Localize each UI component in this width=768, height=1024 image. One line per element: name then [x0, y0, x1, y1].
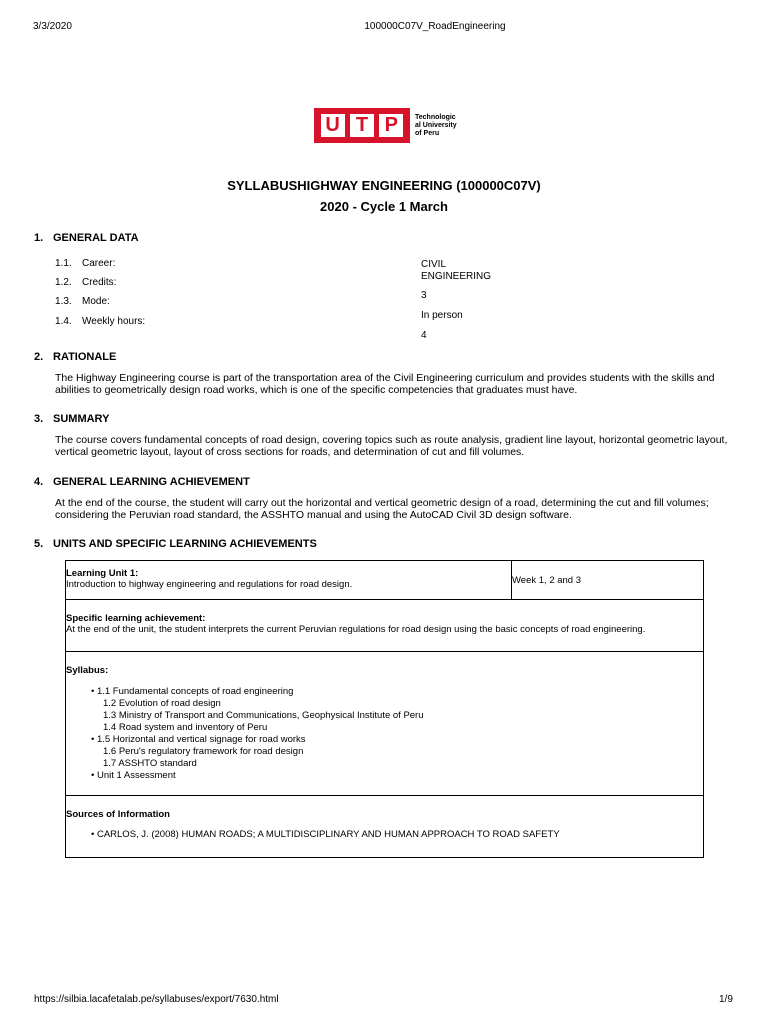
document-subtitle: 2020 - Cycle 1 March	[320, 199, 448, 214]
weekly-hours-value: 4	[421, 330, 427, 340]
section-rationale-heading	[34, 351, 116, 363]
achievement-text: At the end of the course, the student will carry out the horizontal and vertical geometric design of a road, determining the cut and fill volumes; considering the Peruvian road standard, the ASSHTO manual and using the AutoCAD Civil 3D design software.	[55, 497, 709, 521]
footer-url[interactable]: https://silbia.lacafetalab.pe/syllabuses/export/7630.html	[34, 994, 279, 1005]
section-general-data-heading	[34, 232, 139, 244]
unit-syllabus-cell	[66, 652, 704, 796]
syllabus-item: 1.7 ASSHTO standard	[103, 758, 197, 769]
section-summary-heading	[34, 413, 109, 425]
logo-letter-p: P	[379, 114, 403, 137]
section-title: GENERAL DATA	[53, 232, 139, 244]
learning-unit-table	[65, 560, 704, 858]
specific-achievement-text: At the end of the unit, the student interprets the current Peruvian regulations for road design using the basic concepts of road engineering.	[66, 624, 646, 635]
rationale-text: The Highway Engineering course is part of the transportation area of the Civil Engineering curriculum and provides students with the skills and abilities to geometrically design road works, which is one of the specific competencies that graduates must have.	[55, 372, 715, 396]
logo-letter-t: T	[350, 114, 374, 137]
unit-title: Learning Unit 1:	[66, 568, 139, 579]
mode-value: In person	[421, 310, 463, 321]
syllabus-item: • Unit 1 Assessment	[91, 770, 176, 781]
item-label: Mode:	[82, 296, 110, 307]
general-data-item-career	[55, 258, 115, 269]
item-number: 1.4.	[55, 316, 72, 327]
syllabus-item: • 1.5 Horizontal and vertical signage for road works	[91, 734, 306, 745]
syllabus-item: 1.2 Evolution of road design	[103, 698, 221, 709]
syllabus-item: • 1.1 Fundamental concepts of road engineering	[91, 686, 294, 697]
section-achievement-heading	[34, 476, 250, 488]
career-value	[421, 259, 491, 283]
logo-tagline-line: al University	[415, 121, 457, 129]
section-title: RATIONALE	[53, 351, 117, 363]
logo-tagline-line: of Peru	[415, 129, 440, 137]
credits-value: 3	[421, 290, 427, 301]
unit-weeks-cell	[512, 561, 704, 600]
sources-list	[66, 829, 703, 841]
item-number: 1.2.	[55, 277, 72, 288]
page-number: 1/9	[719, 994, 733, 1005]
section-number: 5.	[34, 538, 44, 550]
general-data-item-weekly-hours	[55, 316, 145, 327]
logo-tagline-line: Technologic	[415, 113, 456, 121]
unit-weeks: Week 1, 2 and 3	[512, 574, 582, 586]
sources-title: Sources of Information	[66, 809, 170, 820]
section-number: 1.	[34, 232, 44, 244]
unit-syllabus-row	[66, 652, 704, 796]
specific-achievement-title: Specific learning achievement:	[66, 613, 206, 624]
section-title: GENERAL LEARNING ACHIEVEMENT	[53, 476, 250, 488]
unit-description: Introduction to highway engineering and regulations for road design.	[66, 579, 353, 590]
logo-letter-u: U	[321, 114, 345, 137]
print-date: 3/3/2020	[33, 21, 72, 32]
unit-title-cell	[66, 561, 512, 600]
item-label: Career:	[82, 258, 116, 269]
unit-specific-row	[66, 600, 704, 652]
item-number: 1.3.	[55, 296, 72, 307]
source-item: • CARLOS, J. (2008) HUMAN ROADS; A MULTIDISCIPLINARY AND HUMAN APPROACH TO ROAD SAFETY	[91, 829, 560, 840]
section-number: 3.	[34, 413, 44, 425]
section-units-heading	[34, 538, 317, 550]
unit-sources-cell	[66, 796, 704, 858]
utp-logo	[314, 108, 467, 143]
item-label: Weekly hours:	[82, 316, 146, 327]
general-data-item-credits	[55, 277, 116, 288]
document-title: SYLLABUSHIGHWAY ENGINEERING (100000C07V)	[227, 178, 541, 193]
logo-tagline	[415, 114, 467, 138]
syllabus-list	[66, 686, 703, 782]
career-value-line: CIVIL	[421, 259, 447, 270]
section-title: SUMMARY	[53, 413, 110, 425]
logo-mark	[314, 108, 410, 143]
unit-header-row	[66, 561, 704, 600]
unit-sources-row	[66, 796, 704, 858]
section-number: 4.	[34, 476, 44, 488]
item-label: Credits:	[82, 277, 117, 288]
summary-text: The course covers fundamental concepts of road design, covering topics such as route analysis, gradient line layout, horizontal geometric layout, vertical geometric layout, layout of cross sections for roads, and determination of cut and fill volumes.	[55, 434, 728, 458]
syllabus-item: 1.6 Peru's regulatory framework for road design	[103, 746, 304, 757]
syllabus-item: 1.4 Road system and inventory of Peru	[103, 722, 268, 733]
general-data-item-mode	[55, 296, 110, 307]
career-value-line: ENGINEERING	[421, 271, 492, 282]
section-title: UNITS AND SPECIFIC LEARNING ACHIEVEMENTS	[53, 538, 317, 550]
section-number: 2.	[34, 351, 44, 363]
item-number: 1.1.	[55, 258, 72, 269]
print-doc-title: 100000C07V_RoadEngineering	[364, 21, 506, 32]
syllabus-title: Syllabus:	[66, 665, 109, 676]
unit-specific-cell	[66, 600, 704, 652]
syllabus-item: 1.3 Ministry of Transport and Communications, Geophysical Institute of Peru	[103, 710, 424, 721]
